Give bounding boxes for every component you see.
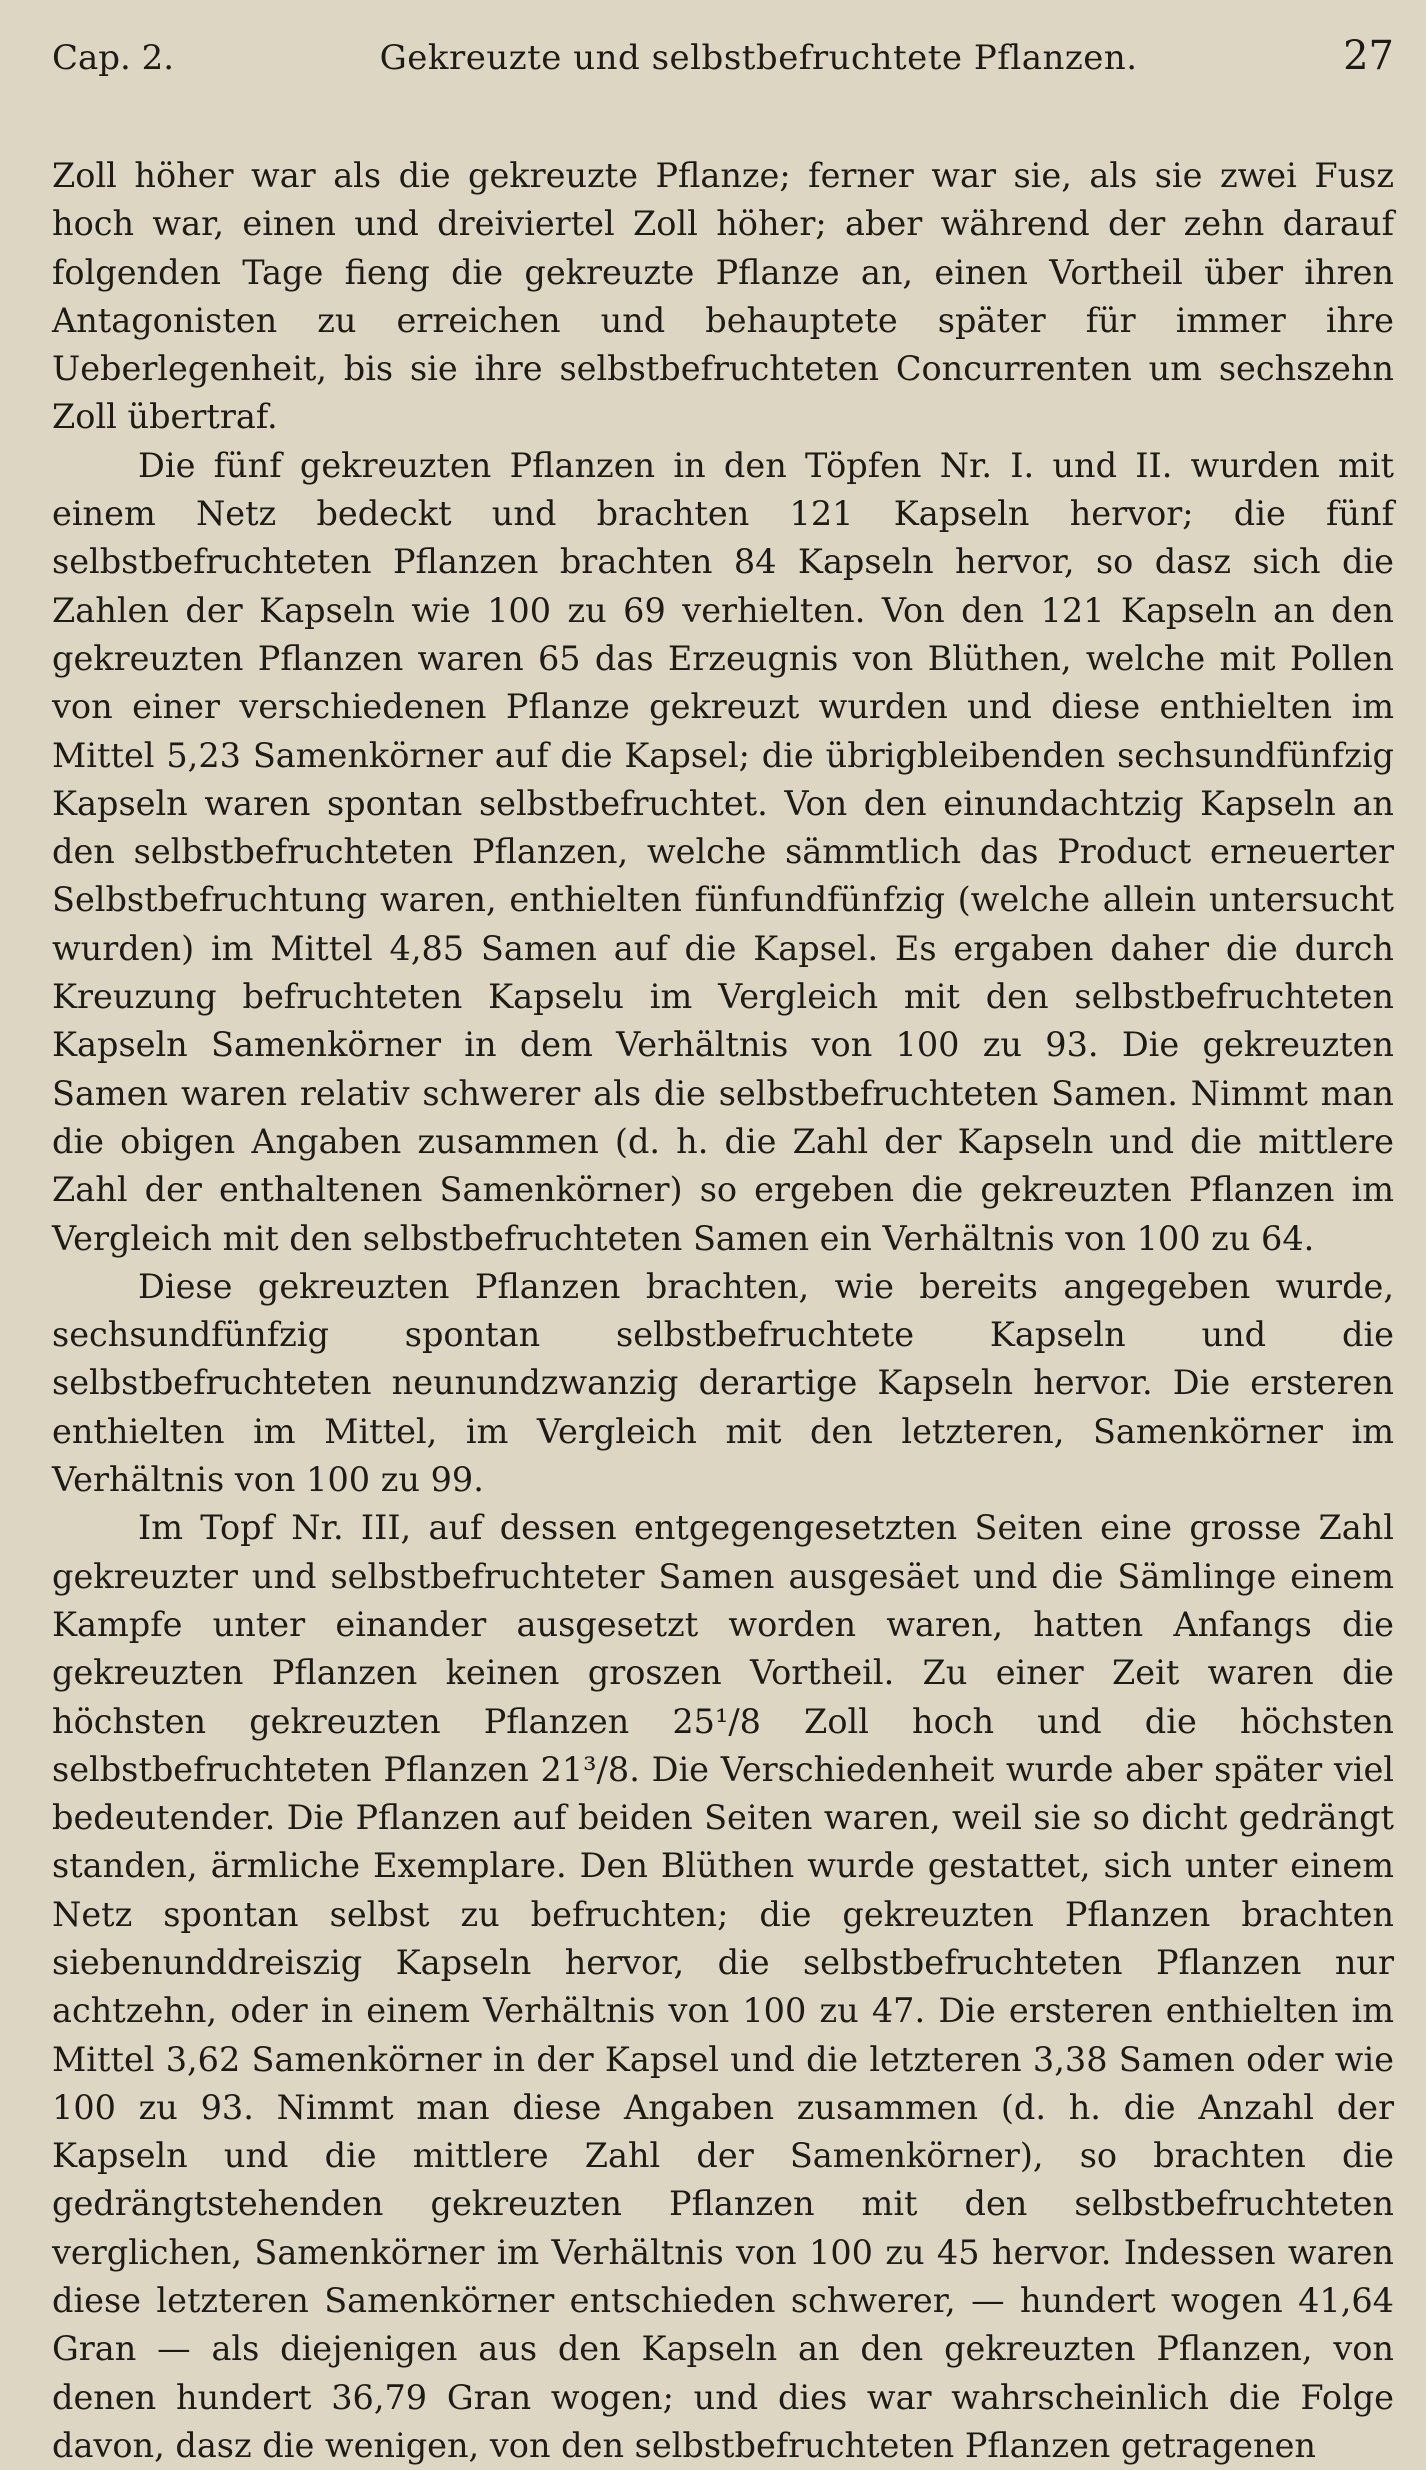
paragraph-continued: Zoll höher war als die gekreuzte Pflanze; ferner war sie, als sie zwei Fusz hoch war, einen und dreiviertel Zoll höher; aber während der zehn darauf folgenden Tage fieng die gekreuzte Pflanze an, einen Vortheil über ihren Antagonisten zu erreichen und behauptete später für immer ihre Ueberlegenheit, bis sie ihre selbstbefruchteten Concurrenten um sechszehn Zoll übertraf. — [52, 156, 1394, 437]
chapter-label: Cap. 2. — [52, 38, 175, 78]
body-text — [52, 152, 1394, 2470]
running-head — [52, 30, 1394, 82]
paragraph: Die fünf gekreuzten Pflanzen in den Töpfen Nr. I. und II. wurden mit einem Netz bedeckt und brachten 121 Kapseln hervor; die fünf selbstbefruchteten Pflanzen brachten 84 Kapseln hervor, so dasz sich die Zahlen der Kapseln wie 100 zu 69 verhielten. Von den 121 Kapseln an den gekreuzten Pflanzen waren 65 das Erzeugnis von Blüthen, welche mit Pollen von einer verschiedenen Pflanze gekreuzt wurden und diese enthielten im Mittel 5,23 Samenkörner auf die Kapsel; die übrigbleibenden sechsundfünfzig Kapseln waren spontan selbstbefruchtet. Von den einundachtzig Kapseln an den selbstbefruchteten Pflanzen, welche sämmtlich das Product erneuerter Selbstbefruchtung waren, enthielten fünfundfünfzig (welche allein untersucht wurden) im Mittel 4,85 Samen auf die Kapsel. Es ergaben daher die durch Kreuzung befruchteten Kapselu im Vergleich mit den selbstbefruchteten Kapseln Samenkörner in dem Verhältnis von 100 zu 93. Die gekreuzten Samen waren relativ schwerer als die selbstbefruchteten Samen. Nimmt man die obigen Angaben zusammen (d. h. die Zahl der Kapseln und die mittlere Zahl der enthaltenen Samenkörner) so ergeben die gekreuzten Pflanzen im Vergleich mit den selbstbefruchteten Samen ein Verhältnis von 100 zu 64. — [52, 445, 1394, 1258]
page-number: 27 — [1343, 33, 1394, 79]
running-title: Gekreuzte und selbstbefruchtete Pflanzen. — [379, 38, 1138, 78]
paragraph: Diese gekreuzten Pflanzen brachten, wie bereits angegeben wurde, sechsundfünfzig spontan selbstbefruchtete Kapseln und die selbstbefruchteten neunundzwanzig derartige Kapseln hervor. Die ersteren enthielten im Mittel, im Vergleich mit den letzteren, Samenkörner im Verhältnis von 100 zu 99. — [52, 1266, 1394, 1500]
paragraph: Im Topf Nr. III, auf dessen entgegengesetzten Seiten eine grosse Zahl gekreuzter und selbstbefruchteter Samen ausgesäet und die Sämlinge einem Kampfe unter einander ausgesetzt worden waren, hatten Anfangs die gekreuzten Pflanzen keinen groszen Vortheil. Zu einer Zeit waren die höchsten gekreuzten Pflanzen 25¹/8 Zoll hoch und die höchsten selbstbefruchteten Pflanzen 21³/8. Die Verschiedenheit wurde aber später viel bedeutender. Die Pflanzen auf beiden Seiten waren, weil sie so dicht gedrängt standen, ärmliche Exemplare. Den Blüthen wurde gestattet, sich unter einem Netz spontan selbst zu befruchten; die gekreuzten Pflanzen brachten siebenunddreiszig Kapseln hervor, die selbstbefruchteten Pflanzen nur achtzehn, oder in einem Verhältnis von 100 zu 47. Die ersteren enthielten im Mittel 3,62 Samenkörner in der Kapsel und die letzteren 3,38 Samen oder wie 100 zu 93. Nimmt man diese Angaben zusammen (d. h. die Anzahl der Kapseln und die mittlere Zahl der Samenkörner), so brachten die gedrängtstehenden gekreuzten Pflanzen mit den selbstbefruchteten verglichen, Samenkörner im Verhältnis von 100 zu 45 hervor. Indessen waren diese letzteren Samenkörner entschieden schwerer, — hundert wogen 41,64 Gran — als diejenigen aus den Kapseln an den gekreuzten Pflanzen, von denen hundert 36,79 Gran wogen; und dies war wahrscheinlich die Folge davon, dasz die wenigen, von den selbstbefruchteten Pflanzen getragenen — [52, 1508, 1394, 2465]
